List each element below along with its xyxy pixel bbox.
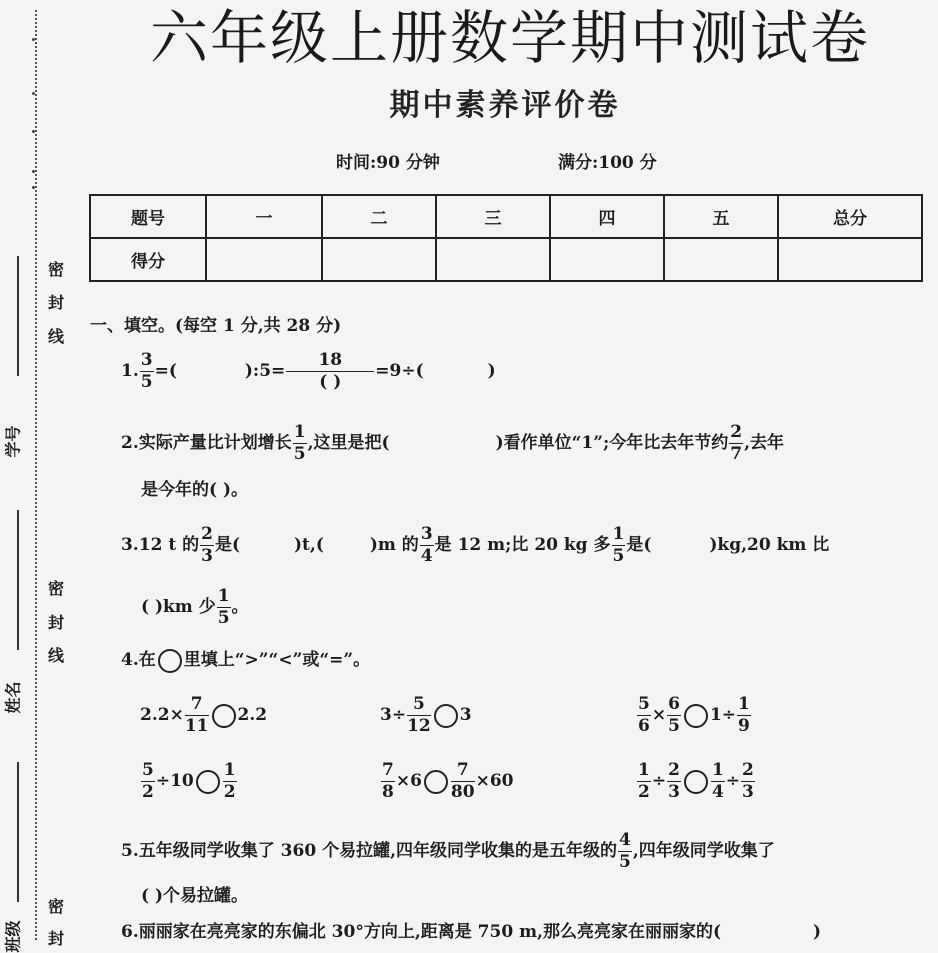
- question-text: 。: [231, 597, 249, 617]
- question-1: [121, 352, 496, 391]
- compare-circle-icon: [158, 649, 182, 673]
- numerator: 1: [293, 422, 306, 442]
- question-2-line2: 是今年的( )。: [141, 480, 249, 500]
- numerator: 1: [612, 524, 625, 544]
- fraction: [140, 352, 154, 391]
- score-blank[interactable]: [436, 238, 550, 281]
- score-table: [89, 194, 923, 282]
- question-text: ,去年: [744, 433, 785, 453]
- denominator: 3: [201, 546, 213, 566]
- question-text: =9÷(: [375, 361, 424, 381]
- compare-expression: [380, 762, 514, 801]
- table-cell: 四: [550, 195, 664, 238]
- fraction: [223, 762, 237, 801]
- fraction: [737, 696, 751, 735]
- compare-expression: [140, 762, 238, 801]
- margin-dot: [32, 186, 35, 189]
- question-text: 是 12 m;比 20 kg 多: [434, 535, 611, 555]
- table-cell: 得分: [90, 238, 206, 281]
- numerator: 3: [140, 350, 153, 370]
- expr-text: 3: [459, 705, 472, 725]
- question-text: )看作单位“1”;今年比去年节约: [495, 433, 729, 453]
- table-cell: 总分: [778, 195, 922, 238]
- numerator: 2: [742, 760, 754, 780]
- question-text: 实际产量比计划增长: [138, 433, 292, 453]
- fraction: [711, 762, 725, 801]
- denominator: 2: [142, 782, 154, 802]
- fraction: [293, 424, 307, 463]
- seal-char: 密: [47, 579, 64, 598]
- numerator: 6: [668, 694, 680, 714]
- numerator: 2: [201, 524, 213, 544]
- table-cell: 三: [436, 195, 550, 238]
- full-score: 满分:100 分: [558, 153, 657, 173]
- section-heading: 一、填空。(每空 1 分,共 28 分): [90, 316, 342, 336]
- fraction: [185, 696, 209, 735]
- numerator: 7: [451, 762, 475, 782]
- table-cell: 二: [322, 195, 436, 238]
- compare-expression: [380, 696, 472, 735]
- expr-text: ×: [651, 705, 667, 725]
- student-id-label: 学号: [3, 425, 23, 458]
- fraction: [667, 696, 681, 735]
- compare-expression: [636, 696, 752, 735]
- answer-circle[interactable]: [684, 704, 708, 728]
- denominator: 5: [612, 546, 625, 566]
- fraction: [381, 762, 395, 801]
- fraction: [141, 762, 155, 801]
- question-3-line2: [141, 588, 249, 627]
- numerator: 4: [619, 830, 631, 850]
- expr-text: 2.2: [237, 705, 268, 725]
- denominator: 4: [420, 546, 433, 566]
- question-text: ):5=: [244, 361, 286, 381]
- denominator: 2: [638, 782, 650, 802]
- numerator: 1: [738, 694, 750, 714]
- time-limit: 时间:90 分钟: [336, 153, 440, 173]
- seal-char: 线: [47, 646, 64, 665]
- answer-circle[interactable]: [424, 770, 448, 794]
- answer-circle[interactable]: [684, 770, 708, 794]
- fraction: [637, 762, 651, 801]
- expr-text: ×6: [395, 771, 422, 791]
- expr-text: 1÷: [709, 705, 737, 725]
- numerator: 1: [711, 760, 724, 780]
- denominator: 2: [223, 782, 236, 802]
- answer-circle[interactable]: [212, 704, 236, 728]
- denominator: 5: [140, 372, 153, 392]
- question-text: )m 的: [369, 535, 419, 555]
- seal-char: 封: [47, 293, 64, 312]
- denominator: ( ): [319, 372, 342, 392]
- denominator: 5: [668, 716, 680, 736]
- score-blank[interactable]: [550, 238, 664, 281]
- seal-dotted-line: [35, 10, 37, 940]
- page-title: 六年级上册数学期中测试卷: [149, 4, 870, 72]
- numerator: 1: [223, 760, 236, 780]
- denominator: 8: [382, 782, 394, 802]
- question-number: 4.: [121, 650, 139, 670]
- question-2: [121, 424, 784, 463]
- compare-expression: [140, 696, 267, 735]
- numerator: 2: [730, 422, 743, 442]
- question-6: [121, 920, 821, 944]
- denominator: 4: [711, 782, 724, 802]
- denominator: 80: [450, 782, 475, 802]
- question-text: ): [813, 922, 822, 942]
- denominator: 5: [217, 608, 230, 628]
- seal-char: 线: [47, 327, 64, 346]
- seal-char: 封: [47, 929, 64, 948]
- question-text: =(: [154, 361, 177, 381]
- score-blank[interactable]: [206, 238, 322, 281]
- question-number: 3.: [121, 535, 139, 555]
- fraction: [637, 696, 651, 735]
- name-label: 姓名: [3, 681, 23, 714]
- question-text: 是(: [626, 535, 652, 555]
- numerator: 18: [286, 352, 374, 372]
- compare-expression: [636, 762, 756, 801]
- question-number: 1.: [121, 361, 139, 381]
- expr-text: ÷: [651, 771, 667, 791]
- fraction: [200, 526, 214, 565]
- class-label: 班级: [3, 920, 23, 953]
- denominator: 5: [619, 852, 631, 872]
- fraction: [451, 762, 475, 801]
- fraction: [667, 762, 681, 801]
- margin-rule: [17, 762, 19, 902]
- denominator: 9: [738, 716, 750, 736]
- denominator: 6: [638, 716, 650, 736]
- margin-dot: [32, 170, 35, 173]
- seal-char: 密: [47, 260, 64, 279]
- numerator: 5: [638, 694, 650, 714]
- fraction: [217, 588, 231, 627]
- question-text: 12 t 的: [138, 535, 200, 555]
- numerator: 5: [142, 760, 154, 780]
- seal-char: 密: [47, 897, 64, 916]
- question-text: 丽丽家在亮亮家的东偏北 30°方向上,距离是 750 m,那么亮亮家在丽丽家的(: [138, 922, 722, 942]
- denominator: 5: [293, 444, 306, 464]
- question-number: 6.: [121, 922, 139, 942]
- question-text: ,四年级同学收集了: [632, 841, 775, 861]
- expr-text: ÷: [725, 771, 741, 791]
- page-subtitle: 期中素养评价卷: [389, 88, 621, 123]
- denominator: 11: [184, 716, 209, 736]
- numerator: 3: [420, 524, 433, 544]
- answer-circle[interactable]: [196, 770, 220, 794]
- fraction: [729, 424, 743, 463]
- denominator: 12: [407, 716, 431, 736]
- denominator: 3: [668, 782, 680, 802]
- score-blank[interactable]: [778, 238, 922, 281]
- question-4: [121, 648, 370, 673]
- question-text: ( )km 少: [141, 597, 216, 617]
- expr-text: ÷10: [155, 771, 194, 791]
- seal-char: 封: [47, 613, 64, 632]
- margin-rule: [17, 510, 19, 650]
- fraction: [612, 526, 626, 565]
- question-5-line2: ( )个易拉罐。: [141, 886, 249, 906]
- question-text: ,这里是把(: [307, 433, 390, 453]
- question-3: [121, 526, 829, 565]
- question-number: 2.: [121, 433, 139, 453]
- table-cell: 一: [206, 195, 322, 238]
- question-5: [121, 832, 775, 871]
- question-text: 五年级同学收集了 360 个易拉罐,四年级同学收集的是五年级的: [138, 841, 617, 861]
- question-text: 在: [138, 650, 156, 670]
- answer-circle[interactable]: [434, 704, 458, 728]
- table-cell: 题号: [90, 195, 206, 238]
- margin-dot: [32, 130, 35, 133]
- table-header-row: [90, 195, 922, 238]
- expr-text: 3÷: [380, 705, 407, 725]
- question-text: 里填上“>”“<”或“=”。: [183, 650, 371, 670]
- fraction: [741, 762, 755, 801]
- score-blank[interactable]: [322, 238, 436, 281]
- numerator: 7: [185, 696, 209, 716]
- fraction: [420, 526, 434, 565]
- numerator: 5: [407, 696, 431, 716]
- question-text: 是(: [214, 535, 240, 555]
- score-blank[interactable]: [664, 238, 778, 281]
- expr-text: ×60: [475, 771, 514, 791]
- numerator: 1: [217, 586, 230, 606]
- numerator: 1: [638, 760, 650, 780]
- fraction: [618, 832, 632, 871]
- question-text: ): [487, 361, 496, 381]
- numerator: 2: [668, 760, 680, 780]
- fraction: [286, 352, 374, 391]
- numerator: 7: [382, 760, 394, 780]
- table-cell: 五: [664, 195, 778, 238]
- table-score-row: [90, 238, 922, 281]
- expr-text: 2.2×: [140, 705, 184, 725]
- question-text: )t,(: [294, 535, 324, 555]
- question-number: 5.: [121, 841, 139, 861]
- margin-rule: [17, 256, 19, 376]
- denominator: 3: [742, 782, 754, 802]
- fraction: [407, 696, 431, 735]
- question-text: )kg,20 km 比: [709, 535, 830, 555]
- denominator: 7: [730, 444, 743, 464]
